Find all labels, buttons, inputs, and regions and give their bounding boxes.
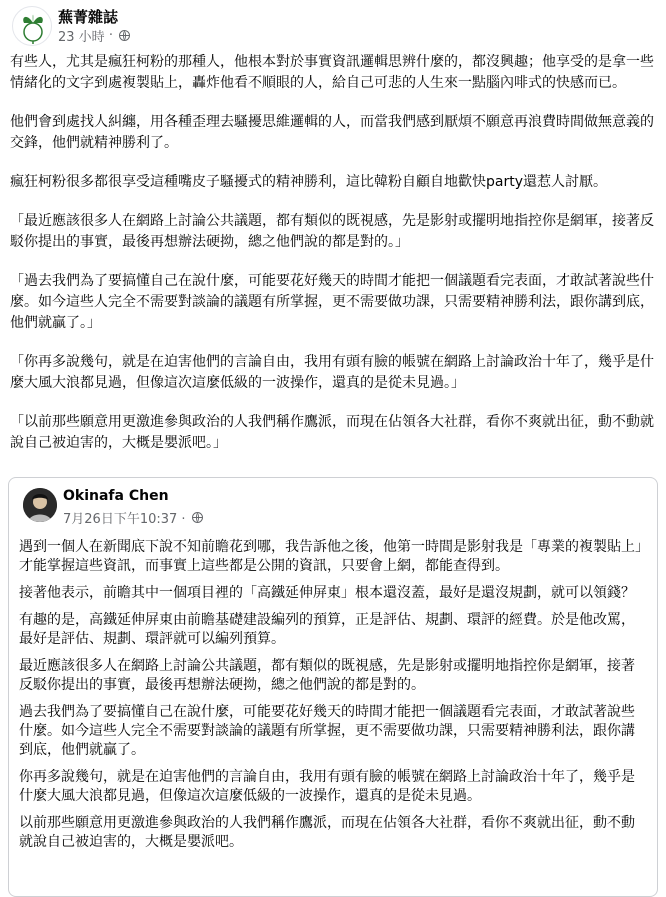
shared-post-timestamp[interactable]: 7月26日下午10:37: [63, 512, 178, 527]
post-timestamp[interactable]: 23 小時: [58, 30, 105, 45]
post-paragraph: 有些人，尤其是瘋狂柯粉的那種人，他根本對於事實資訊邏輯思辨什麼的，都沒興趣；他享受的是拿一些情緒化的文字到處複製貼上，轟炸他看不順眼的人，給自己可悲的人生來一點腦內啡式的快感而已。: [10, 54, 654, 91]
profile-photo-icon: [23, 488, 57, 522]
post-paragraph: 「最近應該很多人在網路上討論公共議題，都有類似的既視感，先是影射或擺明地指控你是網軍，接著反駁你提出的事實，最後再想辦法硬拗，總之他們說的都是對的。」: [10, 213, 654, 250]
shared-paragraph: 最近應該很多人在網路上討論公共議題，都有類似的既視感，先是影射或擺明地指控你是網軍，接著反駁你提出的事實，最後再想辦法硬拗，總之他們說的都是對的。: [19, 658, 635, 693]
shared-post-header: [23, 488, 623, 528]
shared-paragraph: 以前那些願意用更激進參與政治的人我們稱作鷹派，而現在佔領各大社群，看你不爽就出征，動不動就說自己被迫害的，大概是嬰派吧。: [19, 815, 635, 850]
globe-icon: [119, 30, 130, 41]
post-paragraph: 瘋狂柯粉很多都很享受這種嘴皮子騷擾式的精神勝利，這比韓粉自顧自地歡快party還惹人討厭。: [10, 174, 607, 190]
post-paragraph: 「你再多說幾句，就是在迫害他們的言論自由，我用有頭有臉的帳號在網路上討論政治十年了，幾乎是什麼大風大浪都見過，但像這次這麼低級的一波操作，還真的是從未見過。」: [10, 354, 654, 391]
shared-paragraph: 遇到一個人在新聞底下說不知前瞻花到哪，我告訴他之後，他第一時間是影射我是「專業的複製貼上」才能掌握這些資訊，而事實上這些都是公開的資訊，只要會上網，都能查得到。: [19, 539, 642, 574]
shared-post-meta: [63, 508, 203, 527]
post-body: [10, 52, 656, 472]
meta-separator: ·: [181, 512, 186, 527]
post-paragraph: 他們會到處找人糾纏，用各種歪理去騷擾思維邏輯的人，而當我們感到厭煩不願意再浪費時間做無意義的交鋒，他們就精神勝利了。: [10, 114, 654, 151]
globe-icon: [192, 512, 203, 523]
post-paragraph: 「以前那些願意用更激進參與政治的人我們稱作鷹派，而現在佔領各大社群，看你不爽就出征，動不動就說自己被迫害的，大概是嬰派吧。」: [10, 414, 654, 451]
turnip-logo-icon: [13, 7, 52, 46]
shared-paragraph: 你再多說幾句，就是在迫害他們的言論自由，我用有頭有臉的帳號在網路上討論政治十年了，幾乎是什麼大風大浪都見過，但像這次這麼低級的一波操作，還真的是從未見過。: [19, 769, 635, 804]
post-paragraph: 「過去我們為了要搞懂自己在說什麼，可能要花好幾天的時間才能把一個議題看完表面，才敢試著說些什麼。如今這些人完全不需要對談論的議題有所掌握，更不需要做功課，只需要精神勝利法，跟你講到底，他們就贏了。」: [10, 273, 654, 331]
post-meta: [58, 26, 130, 45]
shared-post-card[interactable]: [8, 477, 658, 897]
author-avatar[interactable]: [23, 488, 57, 522]
meta-separator: ·: [108, 28, 113, 43]
post-header: [12, 6, 652, 46]
shared-paragraph: 接著他表示，前瞻其中一個項目裡的「高鐵延伸屏東」根本還沒蓋，最好是還沒規劃，就可以領錢？: [19, 585, 635, 601]
page-name[interactable]: 蕪菁雜誌: [58, 8, 119, 26]
page-avatar[interactable]: [12, 6, 52, 46]
shared-paragraph: 有趣的是，高鐵延伸屏東由前瞻基礎建設編列的預算，正是評估、規劃、環評的經費。於是他改罵，最好是評估、規劃、環評就可以編列預算。: [19, 612, 635, 647]
author-name[interactable]: Okinafa Chen: [63, 488, 169, 504]
shared-post-body: [19, 538, 645, 860]
shared-paragraph: 過去我們為了要搞懂自己在說什麼，可能要花好幾天的時間才能把一個議題看完表面，才敢試著說些什麼。如今這些人完全不需要對談論的議題有所掌握，更不需要做功課，只需要精神勝利法，跟你講到底，他們就贏了。: [19, 704, 635, 758]
